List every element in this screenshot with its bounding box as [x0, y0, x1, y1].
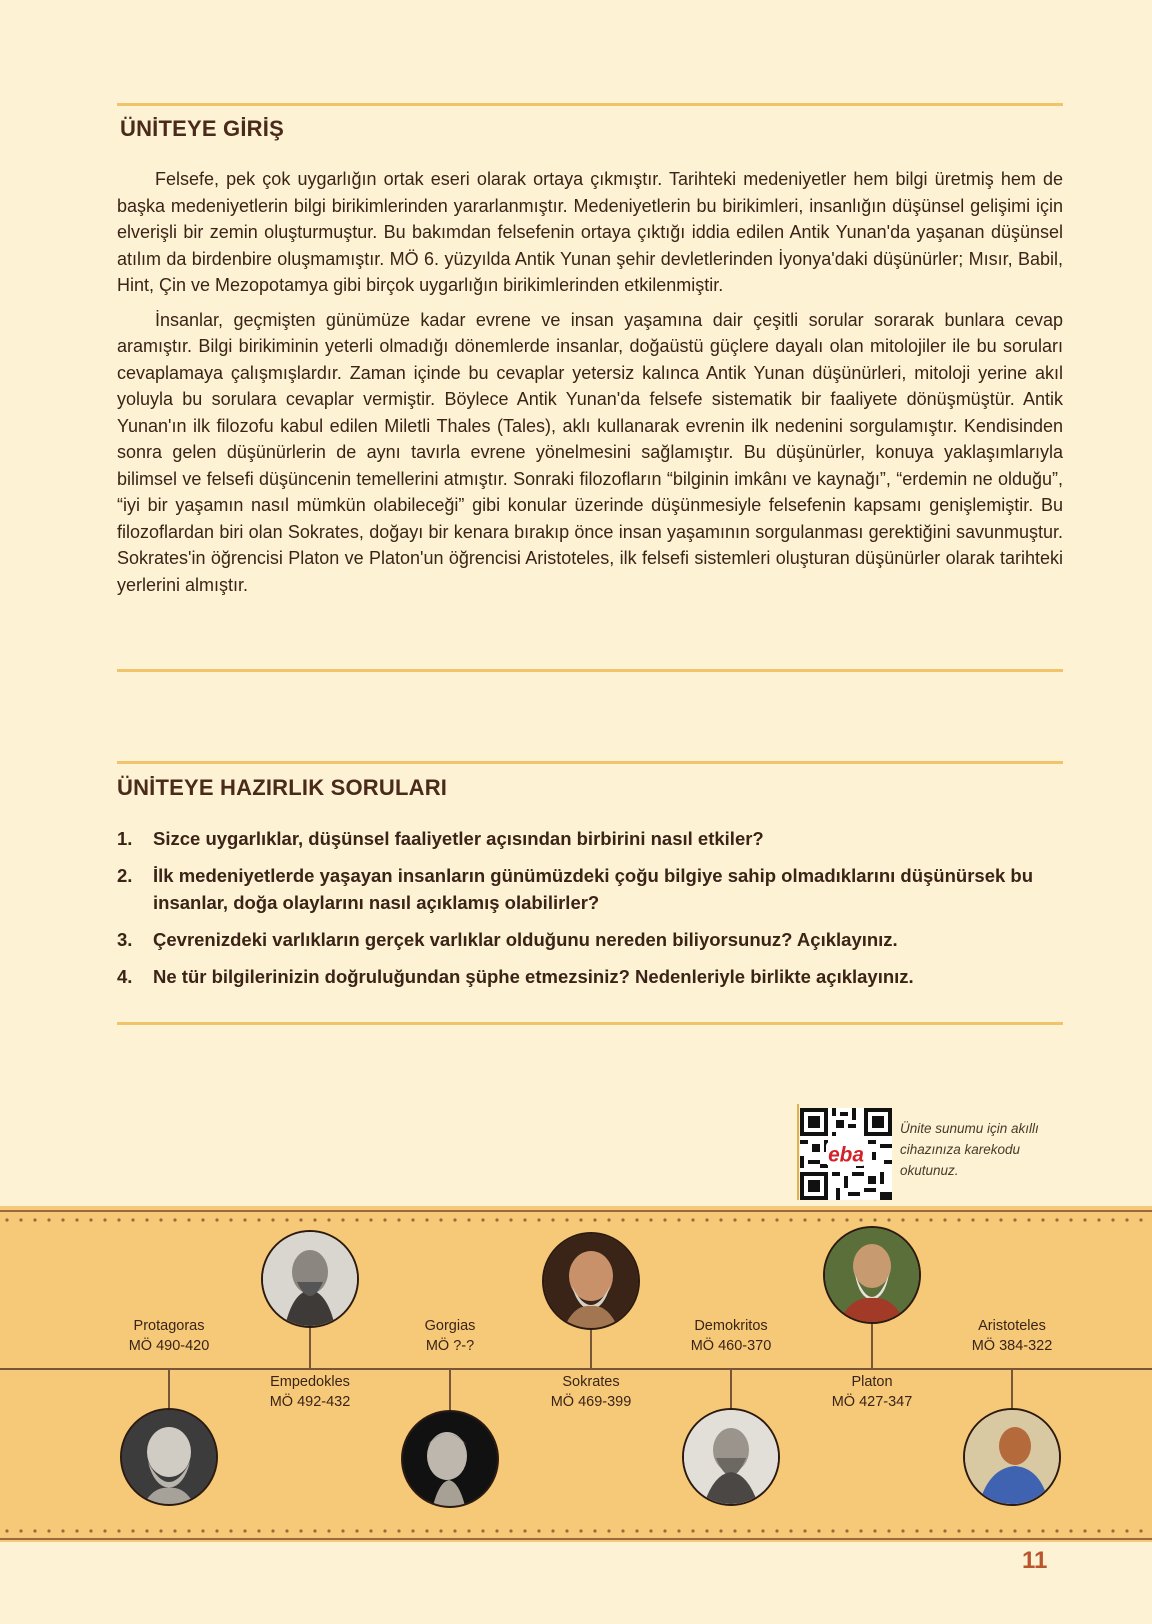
portrait-demokritos: [682, 1408, 780, 1506]
prep-title: ÜNİTEYE HAZIRLIK SORULARI: [117, 775, 448, 800]
label-sokrates: Sokrates MÖ 469-399: [550, 1374, 632, 1410]
gorgias-portrait-icon: [403, 1412, 497, 1506]
label-platon: Platon MÖ 427-347: [831, 1374, 913, 1410]
aristoteles-portrait-icon: [965, 1410, 1059, 1504]
intro-text: [117, 166, 1063, 606]
band-top-dots: [0, 1217, 1152, 1223]
page-number: 11: [1022, 1547, 1048, 1574]
question-4: 4. Ne tür bilgilerinizin doğruluğundan şüphe etmezsiniz? Nedenleriyle birlikte açıklayınız.: [117, 966, 914, 987]
prep-questions: [117, 825, 1063, 1000]
label-aristoteles: Aristoteles MÖ 384-322: [971, 1318, 1053, 1354]
label-empedokles: Empedokles MÖ 492-432: [269, 1374, 351, 1410]
platon-portrait-icon: [825, 1228, 919, 1322]
question-3: 3. Çevrenizdeki varlıkların gerçek varlıklar olduğunu nereden biliyorsunuz? Açıklayınız.: [117, 929, 898, 950]
prep-bottom-rule: [117, 1022, 1063, 1025]
intro-bottom-rule: [117, 669, 1063, 672]
empedokles-portrait-icon: [263, 1232, 357, 1326]
qr-caption: Ünite sunumu için akıllı cihazınıza karekodu okutunuz.: [900, 1121, 1039, 1178]
label-protagoras: Protagoras MÖ 490-420: [128, 1318, 210, 1354]
intro-title: ÜNİTEYE GİRİŞ: [120, 116, 284, 141]
band-bottom-line: [0, 1538, 1152, 1540]
question-2: 2. İlk medeniyetlerde yaşayan insanların günümüzdeki çoğu bilgiye sahip olmadıklarını düşünürsek bu insanlar, doğa olaylarını nasıl açıklamış olabilirler?: [117, 865, 1034, 913]
eba-logo: eba: [828, 1143, 864, 1167]
label-gorgias: Gorgias MÖ ?-?: [424, 1318, 476, 1354]
stem-platon: [871, 1318, 873, 1368]
stem-empedokles: [309, 1326, 311, 1368]
sokrates-portrait-icon: [544, 1234, 638, 1328]
qr-divider: [797, 1104, 799, 1200]
question-1: 1. Sizce uygarlıklar, düşünsel faaliyetler açısından birbirini nasıl etkiler?: [117, 828, 764, 849]
prep-top-rule: [117, 761, 1063, 764]
stem-demokritos: [730, 1370, 732, 1410]
portrait-empedokles: [261, 1230, 359, 1328]
qr-code-icon: [800, 1108, 892, 1200]
portrait-gorgias: [401, 1410, 499, 1508]
intro-paragraph-1: Felsefe, pek çok uygarlığın ortak eseri olarak ortaya çıkmıştır. Tarihteki medeniyetler hem bilgi üretmiş hem de başka medeniyetlerin bilgi birikimlerinden yararlanmıştır. Medeniyetlerin bu birikimleri, insanlığın düşünsel gelişimi için elverişli bir zemin oluşturmuştur. Bu bakımdan felsefenin ortaya çıktığı iddia edilen Antik Yunan'da yaşanan düşünsel atılım da birdenbire oluşmamıştır. MÖ 6. yüzyılda Antik Yunan şehir devletlerinden İyonya'daki düşünürler; Mısır, Babil, Hint, Çin ve Mezopotamya gibi birçok uygarlığın birikimlerinden etkilenmiştir.: [117, 169, 1063, 295]
portrait-sokrates: [542, 1232, 640, 1330]
portrait-aristoteles: [963, 1408, 1061, 1506]
qr-code[interactable]: [800, 1108, 892, 1200]
stem-aristoteles: [1011, 1370, 1013, 1408]
protagoras-portrait-icon: [122, 1410, 216, 1504]
stem-protagoras: [168, 1370, 170, 1408]
top-rule: [117, 103, 1063, 106]
band-top-line: [0, 1210, 1152, 1212]
label-demokritos: Demokritos MÖ 460-370: [690, 1318, 772, 1354]
portrait-protagoras: [120, 1408, 218, 1506]
portrait-platon: [823, 1226, 921, 1324]
demokritos-portrait-icon: [684, 1410, 778, 1504]
band-bottom-dots: [0, 1528, 1152, 1534]
intro-paragraph-2: İnsanlar, geçmişten günümüze kadar evrene ve insan yaşamına dair çeşitli sorular sorarak bunlara cevap aramıştır. Bilgi birikiminin yeterli olmadığı dönemlerde insanlar, doğaüstü güçlere dayalı olan mitolojiler ile bu soruları cevaplamaya çalışmışlardır. Zaman içinde bu cevaplar yetersiz kalınca Antik Yunan düşünürleri, mitoloji yerine akıl yoluyla bu sorulara cevaplar vermiştir. Böylece Antik Yunan'da felsefe sistematik bir faaliyete dönüşmüştür. Antik Yunan'ın ilk filozofu kabul edilen Miletli Thales (Tales), aklı kullanarak evrenin ilk nedenini sorgulamıştır. Kendisinden sonra gelen düşünürlerin de aynı tavırla evrene yönelmesini sağlamıştır. Bu düşünürler, konuya yaklaşımlarıyla bilimsel ve felsefi düşüncenin temellerini atmıştır. Sonraki filozofların “bilginin imkânı ve kaynağı”, “erdemin ne olduğu”, “iyi bir yaşamın nasıl mümkün olabileceği” gibi konular üzerinde düşünmesiyle felsefenin kapsamı genişlemiştir. Bu filozoflardan biri olan Sokrates, doğayı bir kenara bırakıp önce insan yaşamının sorgulanması gerektiğini savunmuştur. Sokrates'in öğrencisi Platon ve Platon'un öğrencisi Aristoteles, ilk felsefi sistemleri oluşturan düşünürler olarak tarihteki yerlerini almıştır.: [117, 309, 1063, 595]
timeline-line: [0, 1368, 1152, 1370]
